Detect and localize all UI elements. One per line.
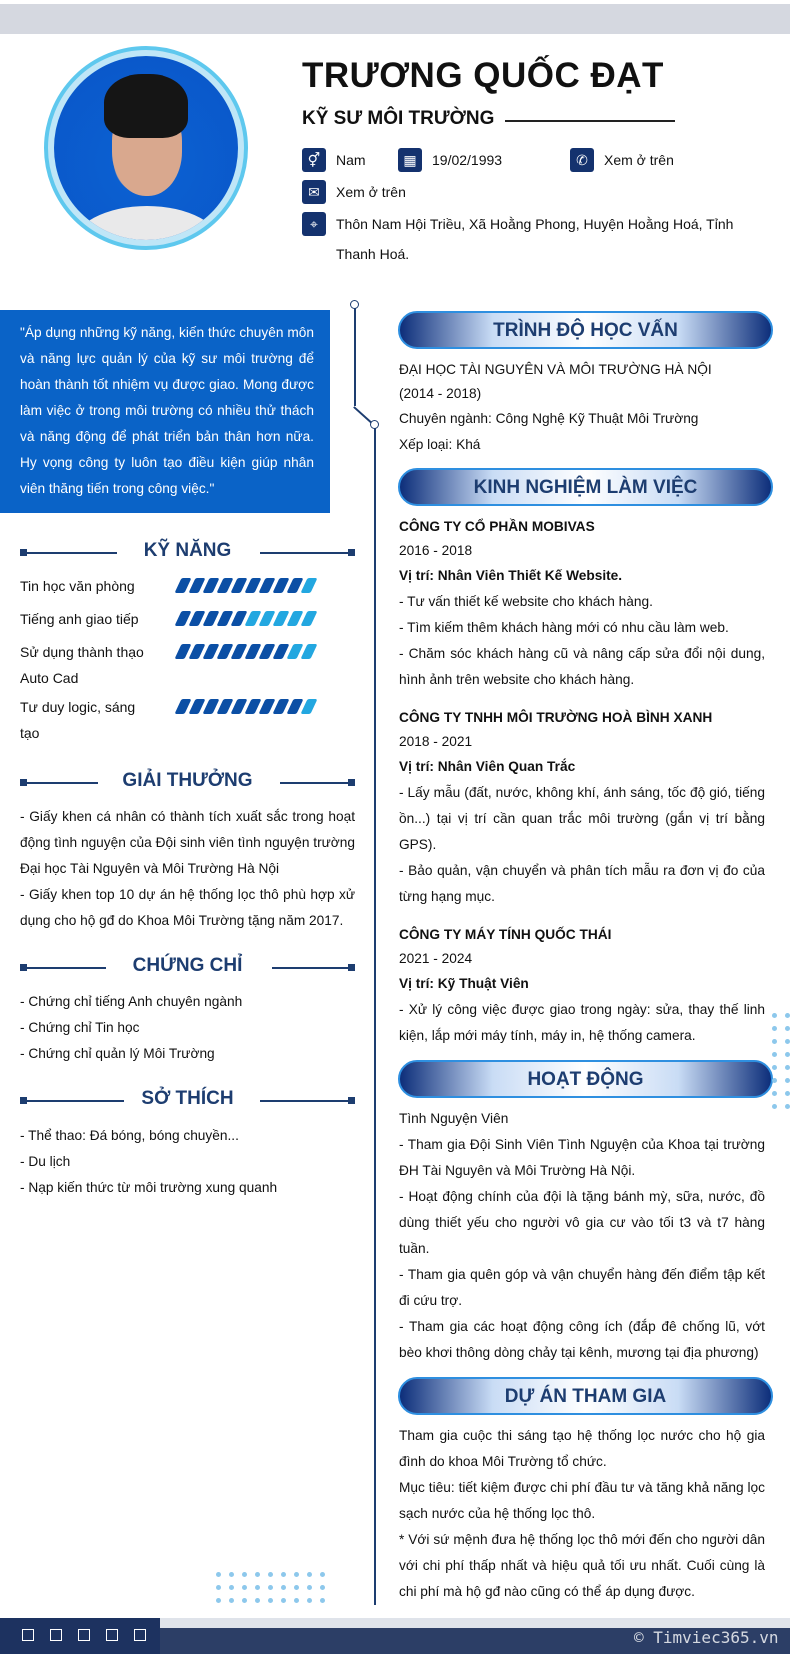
skill-bar [178, 578, 314, 593]
skills-heading [20, 538, 355, 568]
skill-bar [178, 611, 314, 626]
job-period: 2021 - 2024 [399, 951, 473, 966]
hobby-item: - Thể thao: Đá bóng, bóng chuyền... [20, 1128, 239, 1143]
experience-heading [398, 468, 773, 506]
projects-heading [398, 1377, 773, 1415]
skill-bar-segment [301, 699, 318, 714]
skill-label: Sử dụng thành thạo Auto Cad [20, 644, 144, 686]
education-grade: Xếp loại: Khá [399, 437, 481, 452]
project-item: Mục tiêu: tiết kiệm được chi phí đầu tư và tăng khả năng lọc sạch nước của hệ thống lọc thô. [399, 1480, 765, 1521]
skill-bar [178, 644, 314, 659]
top-bar [0, 4, 790, 34]
awards-heading [20, 768, 355, 798]
job-duty: - Tìm kiếm thêm khách hàng mới có nhu cầu làm web. [399, 620, 729, 635]
birthday-info [398, 148, 502, 172]
skill-row [20, 639, 345, 691]
email-info [302, 180, 406, 204]
skill-row [20, 694, 345, 746]
project-item: Tham gia cuộc thi sáng tạo hệ thống lọc nước cho hộ gia đình do khoa Môi Trường tổ chức. [399, 1428, 765, 1469]
email-value: Xem ở trên [336, 184, 406, 200]
decor-dots-right [772, 1013, 790, 1109]
activity-item: - Tham gia các hoạt động công ích (đắp đê chống lũ, vớt bèo khơi thông dòng chảy tại kênh, mương tại địa phương) [399, 1319, 765, 1360]
hobby-item: - Nạp kiến thức từ môi trường xung quanh [20, 1180, 278, 1195]
hobbies-heading [20, 1086, 355, 1116]
location-icon: ⌖ [302, 212, 326, 236]
skill-bar [178, 699, 314, 714]
education-period: (2014 - 2018) [399, 386, 482, 401]
timeline-line [374, 422, 376, 1605]
job-position: Vị trí: Kỹ Thuật Viên [399, 976, 529, 991]
certificates-heading [20, 953, 355, 983]
phone-value: Xem ở trên [604, 152, 674, 168]
activities-heading [398, 1060, 773, 1098]
certificate-item: - Chứng chỉ tiếng Anh chuyên ngành [20, 994, 243, 1009]
skill-label: Tư duy logic, sáng tạo [20, 699, 136, 741]
company-name: CÔNG TY MÁY TÍNH QUỐC THÁI [399, 927, 612, 942]
job-duty: - Bảo quản, vận chuyển và phân tích mẫu ra đơn vị đo của từng hạng mục. [399, 863, 765, 904]
watermark: © Timviec365.vn [634, 1628, 779, 1647]
job-position: Vị trí: Nhân Viên Thiết Kế Website. [399, 568, 623, 583]
activities-title: HOẠT ĐỘNG [527, 1069, 644, 1090]
education-heading [398, 311, 773, 349]
footer-square-icon [50, 1629, 62, 1641]
candidate-name: TRƯƠNG QUỐC ĐẠT [302, 56, 664, 95]
education-title: TRÌNH ĐỘ HỌC VẤN [493, 320, 678, 341]
profile-photo [54, 56, 238, 240]
education-major: Chuyên ngành: Công Nghệ Kỹ Thuật Môi Trường [399, 411, 699, 426]
skill-label: Tin học văn phòng [20, 578, 135, 594]
activity-item: Tình Nguyện Viên [399, 1111, 509, 1126]
email-icon: ✉ [302, 180, 326, 204]
phone-info [570, 148, 674, 172]
awards-title: GIẢI THƯỞNG [122, 770, 253, 791]
job-title-divider [505, 120, 675, 122]
skill-bar-segment [301, 611, 318, 626]
footer-square-icon [22, 1629, 34, 1641]
phone-icon: ✆ [570, 148, 594, 172]
footer-square-icon [106, 1629, 118, 1641]
job-title: KỸ SƯ MÔI TRƯỜNG [302, 108, 495, 129]
activity-item: - Tham gia quên góp và vận chuyển hàng đến điểm tập kết đi cứu trợ. [399, 1267, 765, 1308]
job-duty: - Xử lý công việc được giao trong ngày: sửa, thay thế linh kiện, lắp mới máy tính, máy in, hệ thống camera. [399, 1002, 765, 1043]
decor-dots-bottom [216, 1572, 325, 1603]
career-objective: "Áp dụng những kỹ năng, kiến thức chuyên môn và năng lực quản lý của kỹ sư môi trường để hoàn thành tốt nhiệm vụ được giao. Mong được làm việc ở trong môi trường có nhiều thử thách và năng động để phát triển bản thân hơn nữa. Hy vọng công ty luôn tạo điều kiện giúp nhân viên thăng tiến trong công việc." [0, 310, 330, 513]
project-item: * Với sứ mệnh đưa hệ thống lọc thô mới đến cho người dân với chi phí thấp nhất và hiệu quả tối ưu nhất. Cuối cùng là chi phí mà hộ gđ nào cũng có thể áp dụng được. [399, 1532, 765, 1599]
footer-square-icon [134, 1629, 146, 1641]
gender-info [302, 148, 366, 172]
job-duty: - Chăm sóc khách hàng cũ và nâng cấp sửa đổi nội dung, hình ảnh trên website cho khách hàng. [399, 646, 765, 687]
job-period: 2018 - 2021 [399, 734, 473, 749]
experience-title: KINH NGHIỆM LÀM VIỆC [473, 477, 698, 498]
timeline-line-top [354, 308, 356, 406]
award-item: - Giấy khen cá nhân có thành tích xuất sắc trong hoạt động tình nguyện của Đội sinh viên tình nguyện trường Đại học Tài Nguyên và Môi Trường Hà Nội [20, 809, 355, 876]
footer-square-icon [78, 1629, 90, 1641]
calendar-icon: ▦ [398, 148, 422, 172]
job-position: Vị trí: Nhân Viên Quan Trắc [399, 759, 576, 774]
certificates-title: CHỨNG CHỈ [132, 955, 243, 976]
hobbies-title: SỞ THÍCH [141, 1088, 234, 1109]
activity-item: - Hoạt động chính của đội là tặng bánh mỳ, sữa, nước, đồ dùng thiết yếu cho người vô gia cư vào tối t3 và t7 hàng tuần. [399, 1189, 765, 1256]
skill-row [20, 573, 345, 599]
timeline-dot-top [350, 300, 359, 309]
timeline-dot-joint [370, 420, 379, 429]
gender-icon: ⚥ [302, 148, 326, 172]
company-name: CÔNG TY CỔ PHẦN MOBIVAS [399, 519, 595, 534]
skill-bar-segment [301, 578, 318, 593]
skill-bar-segment [301, 644, 318, 659]
skills-title: KỸ NĂNG [143, 540, 232, 561]
job-period: 2016 - 2018 [399, 543, 473, 558]
birthday-value: 19/02/1993 [432, 152, 503, 168]
hobby-item: - Du lịch [20, 1154, 71, 1169]
skill-label: Tiếng anh giao tiếp [20, 611, 139, 627]
job-duty: - Tư vấn thiết kế website cho khách hàng. [399, 594, 653, 609]
certificate-item: - Chứng chỉ quản lý Môi Trường [20, 1046, 215, 1061]
projects-title: DỰ ÁN THAM GIA [504, 1386, 667, 1407]
education-school: ĐẠI HỌC TÀI NGUYÊN VÀ MÔI TRƯỜNG HÀ NỘI [399, 362, 712, 377]
company-name: CÔNG TY TNHH MÔI TRƯỜNG HOÀ BÌNH XANH [399, 710, 713, 725]
skill-row [20, 606, 345, 632]
certificate-item: - Chứng chỉ Tin học [20, 1020, 140, 1035]
address-value: Thôn Nam Hội Triều, Xã Hoằng Phong, Huyện Hoằng Hoá, Tỉnh Thanh Hoá. [336, 216, 734, 262]
activity-item: - Tham gia Đội Sinh Viên Tình Nguyện của Khoa tại trường ĐH Tài Nguyên và Môi Trường Hà Nội. [399, 1137, 765, 1178]
award-item: - Giấy khen top 10 dự án hệ thống lọc thô phù hợp xử dụng cho hộ gđ do Khoa Môi Trường tặng năm 2017. [20, 887, 355, 928]
avatar [44, 46, 248, 250]
address-info [302, 212, 736, 269]
job-duty: - Lấy mẫu (đất, nước, không khí, ánh sáng, tốc độ gió, tiếng ồn...) tại vị trí cần quan trắc môi trường (gắn vị trí bằng GPS). [399, 785, 765, 852]
gender-value: Nam [336, 152, 366, 168]
